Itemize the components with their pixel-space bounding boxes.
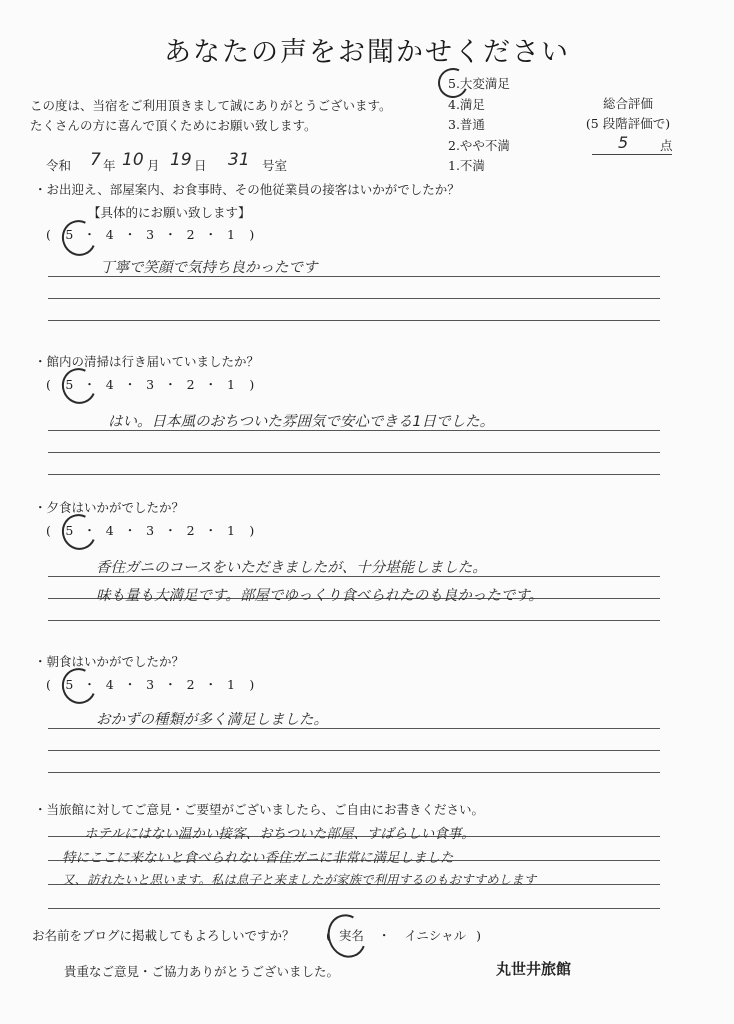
circle-real-name (322, 909, 373, 963)
answer-staff-1: 丁寧で笑顔で気持ち良かったです (100, 260, 318, 276)
question-staff: ・お出迎え、部屋案内、お食事時、その他従業員の接客はいかがでしたか？ (34, 182, 460, 197)
circle-breakfast-5 (57, 663, 101, 708)
blog-choices: ( 実名 ・ イニシャル ) (326, 928, 482, 943)
answer-cleaning-1: はい。日本風のおちついた雰囲気で安心できる1日でした。 (108, 414, 495, 430)
overall-score-value: 5 (618, 133, 629, 152)
rating-5: 5.大変満足 (448, 76, 510, 91)
circle-dinner-5 (57, 509, 101, 554)
answer-line (48, 620, 660, 621)
overall-rating (568, 94, 688, 134)
year-label: 年 (103, 158, 116, 173)
choice-separator: ・ (377, 928, 391, 943)
form-title: あなたの声をお聞かせください (164, 37, 570, 68)
answer-line (48, 320, 660, 321)
answer-dinner-1: 香住ガニのコースをいただきましたが、十分堪能しました。 (96, 560, 487, 576)
question-dinner: ・夕食はいかがでしたか？ (34, 500, 185, 515)
rating-2: 2.やや不満 (448, 137, 510, 153)
overall-score-field[interactable] (592, 133, 673, 155)
intro-line-1: この度は、当宿をご利用頂きまして誠にありがとうございます。 (30, 98, 392, 113)
answer-line (48, 750, 660, 751)
thanks-text: 貴重なご意見・ご協力ありがとうございました。 (64, 964, 340, 979)
answer-dinner-2: 味も量も大満足です。部屋でゆっくり食べられたのも良かったです。 (96, 588, 544, 604)
day-label: 日 (194, 158, 207, 173)
room-number: 31 (228, 150, 250, 170)
question-breakfast: ・朝食はいかがでしたか？ (34, 654, 185, 669)
scale-staff: ( 5 ・ 4 ・ 3 ・ 2 ・ 1 ) (46, 227, 256, 242)
question-staff-sub: 【具体的にお願い致します】 (88, 205, 251, 220)
overall-score-unit: 点 (660, 138, 673, 153)
date-room-row (46, 156, 71, 174)
rating-1: 1.不満 (448, 158, 485, 173)
answer-comments-3: 又、訪れたいと思います。私は息子と来ましたが家族で利用するのもおすすめします (62, 872, 537, 887)
question-comments: ・当旅館に対してご意見・ご要望がございましたら、ご自由にお書きください。 (34, 802, 485, 817)
overall-sublabel: (5 段階評価で) (585, 116, 671, 131)
scale-cleaning: ( 5 ・ 4 ・ 3 ・ 2 ・ 1 ) (46, 377, 256, 392)
answer-comments-1: ホテルにはない温かい接客、おちついた部屋、すばらしい食事。 (84, 826, 475, 842)
date-day: 19 (170, 150, 192, 170)
scale-breakfast: ( 5 ・ 4 ・ 3 ・ 2 ・ 1 ) (46, 677, 256, 692)
date-year: 7 (90, 150, 101, 170)
question-cleaning: ・館内の清掃は行き届いていましたか？ (34, 354, 260, 369)
scale-dinner: ( 5 ・ 4 ・ 3 ・ 2 ・ 1 ) (46, 523, 256, 538)
overall-label: 総合評価 (602, 96, 653, 111)
rating-4: 4.満足 (448, 96, 485, 112)
date-month: 10 (122, 150, 144, 170)
answer-line (48, 908, 660, 909)
answer-line (48, 298, 660, 299)
intro-line-2: たくさんの方に喜んで頂くためにお願い致します。 (30, 118, 317, 133)
month-label: 月 (147, 158, 160, 173)
circle-staff-5 (57, 215, 101, 260)
choice-real-name: 実名 (338, 928, 364, 943)
answer-comments-2: 特にここに来ないと食べられない香住ガニに非常に満足しました (62, 850, 454, 866)
inn-name: 丸世井旅館 (496, 960, 572, 978)
answer-line (48, 772, 660, 773)
rating-3: 3.普通 (448, 117, 485, 132)
answer-breakfast-1: おかずの種類が多く満足しました。 (96, 712, 328, 728)
intro-text (30, 96, 392, 136)
blog-question: お名前をブログに掲載してもよろしいですか？ (32, 928, 295, 943)
answer-line (48, 474, 660, 475)
era-label: 令和 (46, 158, 72, 173)
room-label: 号室 (262, 158, 288, 173)
choice-initial: イニシャル (404, 928, 467, 943)
circle-cleaning-5 (57, 363, 101, 408)
answer-line (48, 452, 660, 453)
